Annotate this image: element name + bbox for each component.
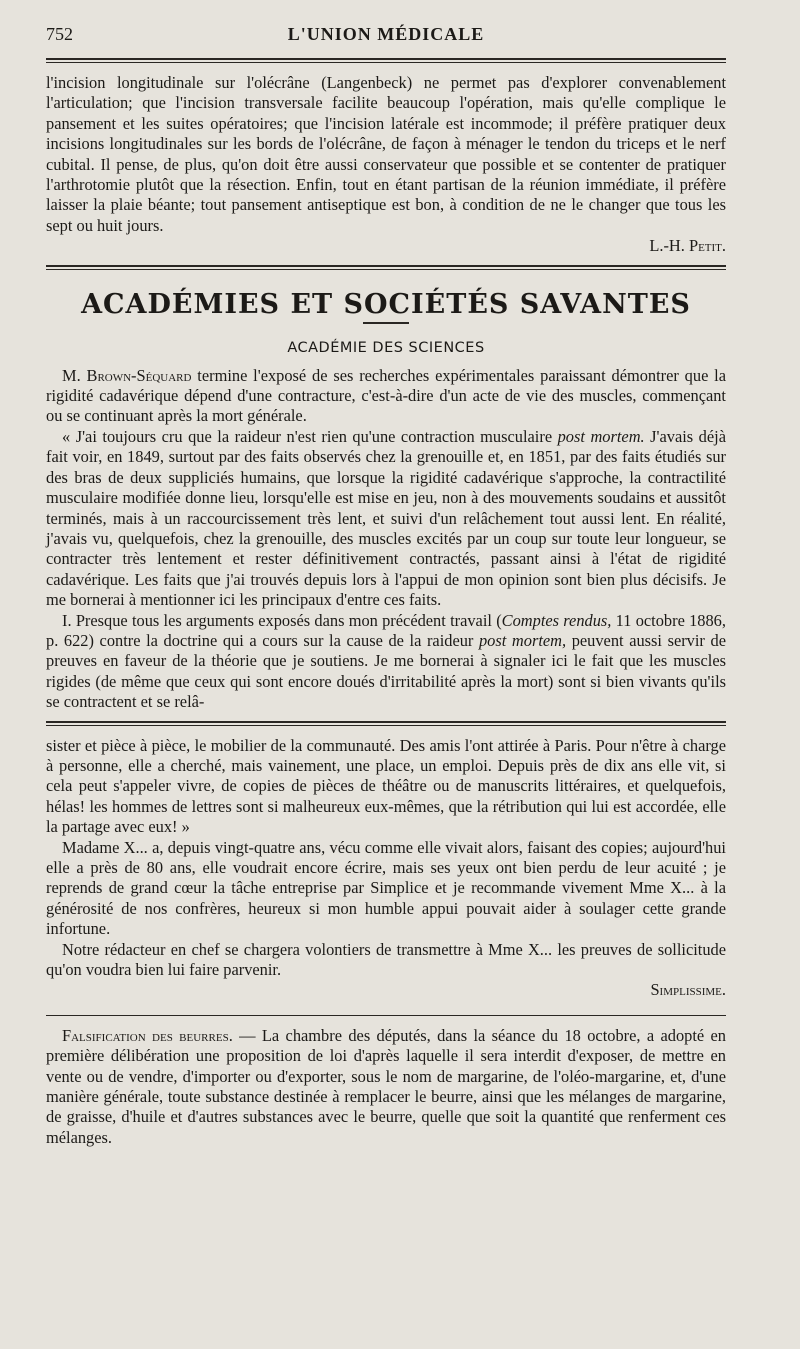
academy-paragraph-3: I. Presque tous les arguments exposés dans mon précédent travail (Comptes rendus, 11 octobre 1886, p. 622) contre la doctrine qui a cours sur la cause de la raideur post mortem, peuvent aussi servir de preuves en faveur de la théorie que je soutiens. Je me bornerai à signaler ici le fait que les muscles rigides (de même que ceux qui sont encore doués d'irritabilité après la mort) sont si bien vivants qu'ils se contractent et se relâ- <box>46 610 726 712</box>
page-number: 752 <box>46 24 73 44</box>
author-name: Brown-Séquard <box>86 365 192 385</box>
feuilleton-paragraph-1: sister et pièce à pièce, le mobilier de la communauté. Des amis l'ont attirée à Paris. Pour n'être à charge à personne, elle a cherché, mais vainement, une place, un emploi. Depuis près de dix ans elle vit, si cela peut s'appeler vivre, de copies de pièces de théâtre ou de manuscrits littéraires, et quelquefois, hélas! les hommes de lettres sont si malheureux eux-mêmes, que la rétribution qui lui est accordée, elle la partage avec eux! » <box>46 735 726 837</box>
academy-paragraph-2: « J'ai toujours cru que la raideur n'est rien qu'une contraction musculaire post mortem. J'avais déjà fait voir, en 1849, surtout par des faits observés chez la grenouille et, en 1851, par des faits étudiés sur des bras de deux suppliciés humains, que lorsque la rigidité cadavérique s'approche, la contractilité musculaire modifiée donne lieu, lorsqu'elle est mise en jeu, non à des mouvements soudains et aussitôt terminés, mais à un raccourcissement très lent, et suivi d'un relâchement tout aussi lent. En réalité, j'avais vu, quelquefois, chez la grenouille, des muscles excités par un coup sur toute leur longueur, se contracter très lentement et rester définitivement contractés, passant ainsi à l'état de rigidité cadavérique. Les faits que j'ai trouvés depuis lors à l'appui de mon opinion sont bien plus décisifs. Je me bornerai à mentionner ici les principaux d'entre ces faits. <box>46 426 726 610</box>
journal-title: L'UNION MÉDICALE <box>287 24 485 44</box>
falsification-lead: Falsification des beurres. <box>62 1025 233 1045</box>
feuilleton-signature: Simplissime. <box>650 980 726 1000</box>
top-article-signature: L.-H. Petit. <box>649 236 726 256</box>
academy-paragraph-1: M. Brown-Séquard termine l'exposé de ses recherches expérimentales paraissant démontrer que la rigidité cadavérique dépend d'une contracture, c'est-à-dire d'un acte de vie des muscles, commençant ou se continuant après la mort générale. <box>46 365 727 426</box>
subsection-title: ACADÉMIE DES SCIENCES <box>287 339 485 356</box>
falsification-note <box>46 1026 726 1148</box>
top-article-text: l'incision longitudinale sur l'olécrâne (Langenbeck) ne permet pas d'explorer convenablement l'articulation; que l'incision transversale facilite beaucoup l'opération, mais qu'elle complique le pansement et les suites opératoires; que l'incision latérale est incommode; il préfère pratiquer deux incisions longitudinales sur les bords de l'olécrâne, de façon à ménager le tendon du triceps et le nerf cubital. Il pense, de plus, qu'on doit être aussi conservateur que possible et se contenter de pratiquer l'arthrotomie plutôt que la résection. Enfin, tout en étant partisan de la réunion immédiate, il préfère laisser la plaie béante; tout pansement antiseptique est bon, à condition de ne le changer que tous les sept ou huit jours. L.-H. Petit. <box>46 73 726 256</box>
feuilleton-paragraph-3: Notre rédacteur en chef se chargera volontiers de transmettre à Mme X... les preuves de sollicitude qu'on voudra bien lui faire parvenir. Simplissime. <box>46 939 726 1000</box>
header-rule <box>46 58 726 60</box>
news-divider <box>46 1015 726 1016</box>
feuilleton <box>46 736 726 1001</box>
feuilleton-divider <box>46 721 726 726</box>
section-title: ACADÉMIES ET SOCIÉTÉS SAVANTES <box>81 288 691 320</box>
header-rule-thin <box>46 62 726 63</box>
title-underline <box>363 322 409 324</box>
section-divider <box>46 265 726 270</box>
falsification-paragraph: Falsification des beurres. — La chambre des députés, dans la séance du 18 octobre, a adopté en première délibération une proposition de loi d'après laquelle il sera interdit d'exposer, de mettre en vente ou de vendre, d'importer ou d'exporter, sous le nom de margarine, de l'oléo-margarine, et, d'une manière générale, toute substance destinée à remplacer le beurre, ainsi que les mélanges de margarine, de graisse, d'huile et d'autres substances avec le beurre, quelle que soit la quantité que renferment ces mélanges. <box>46 1025 726 1147</box>
top-article <box>46 73 726 257</box>
running-head <box>46 24 726 58</box>
feuilleton-paragraph-2: Madame X... a, depuis vingt-quatre ans, vécu comme elle vivait alors, faisant des copies; aujourd'hui elle a près de 80 ans, elle voudrait encore écrire, mais ses yeux ont bien perdu de leur acuité ; je reprends de grand cœur la tâche entreprise par Simplice et je recommande vivement Mme X... à la générosité de nos confrères, heureux si mon humble appui pouvait aider à soulager cette grande infortune. <box>46 837 726 939</box>
